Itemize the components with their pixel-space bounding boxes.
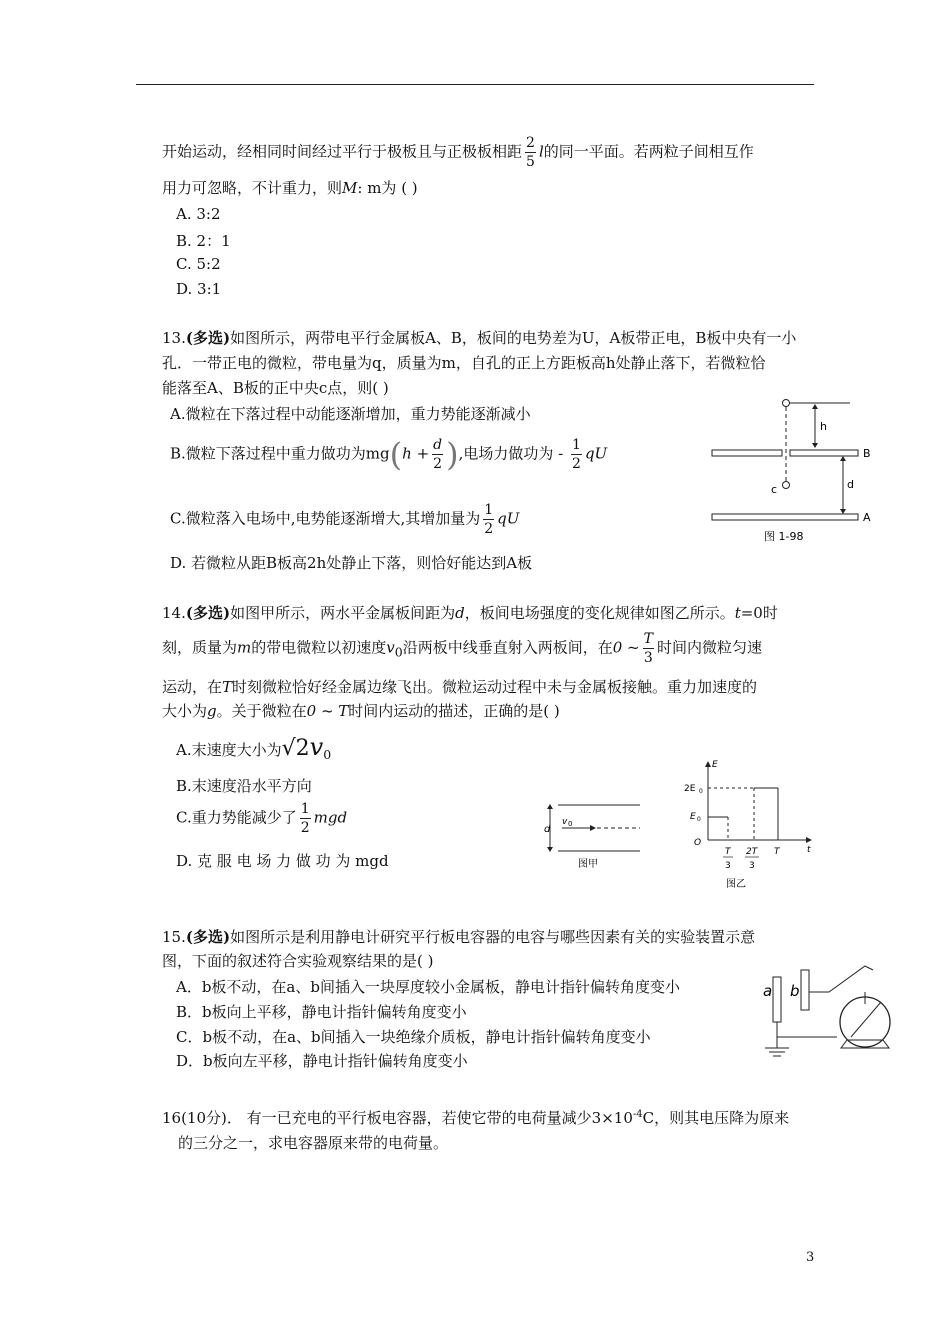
q12-option-a: A. 3:2 [176,205,221,223]
q12-option-d: D. 3:1 [176,280,222,298]
q14-figa-v0: v [562,817,568,827]
q14-figb-E: E [712,760,718,770]
q14-line1: 14.(多选)如图甲所示，两水平金属板间距为d，板间电场强度的变化规律如图乙所示。t=0时 [162,604,778,622]
q14-figb-2E0: 2E [684,784,696,794]
q16-line2: 的三分之一，求电容器原来带的电荷量。 [178,1134,449,1152]
q15-fig-b: b [790,982,800,1000]
q14-figb-2T3-bot: 3 [749,861,755,871]
q15-fig-a: a [763,982,773,1000]
q13-fig-A: A [863,511,871,524]
q14-figa-v0-sub: 0 [568,820,573,828]
q14-figure-b [680,755,820,895]
q14-figb-2E0-sub: 0 [699,788,703,795]
q12-option-c: C. 5:2 [176,255,221,273]
q15-option-b: B．b板向上平移，静电计指针偏转角度变小 [176,1003,467,1021]
q13-option-b: B.微粒下落过程中重力做功为mg(h + $\frac{d}{2}$ ),电场力做功为 - $\frac{1}{2}$ qU [170,435,608,474]
q14-figa-d: d [544,824,551,835]
q14-line4: 大小为g。关于微粒在0 ~ T时间内运动的描述，正确的是( ) [162,702,560,720]
q13-figure [700,395,890,545]
q13-line2: 孔．一带正电的微粒，带电量为q，质量为m，自孔的正上方距板高h处静止落下，若微粒恰 [162,354,766,372]
q16-line1: 16(10分)． 有一已充电的平行板电容器，若使它带的电荷量减少$3\times 10^{-4}C$，则其电压降为原来 [162,1109,790,1127]
page-number: 3 [806,1250,815,1265]
q14-option-a: A.末速度大小为$√2v_0$ [176,733,332,762]
q14-figb-2T3-top: 2T [746,847,758,857]
header-rule [136,84,814,85]
q13-fig-c: c [771,483,778,496]
q14-figa-caption: 图甲 [578,859,598,870]
q14-line3: 运动，在T时刻微粒恰好经金属边缘飞出。微粒运动过程中未与金属板接触。重力加速度的 [162,678,758,696]
q14-figb-E0-sub: 0 [697,816,701,823]
q13-line3: 能落至A、B板的正中央c点，则( ) [162,379,389,397]
q15-option-d: D．b板向左平移，静电计指针偏转角度变小 [176,1052,468,1070]
q14-figb-T3-top: T [725,847,731,857]
q13-option-d: D. 若微粒从距B板高2h处静止下落，则恰好能达到A板 [170,554,533,572]
q15-line1: 15.(多选)如图所示是利用静电计研究平行板电容器的电容与哪些因素有关的实验装置示意 [162,928,756,946]
q15-figure [755,962,895,1062]
q13-option-c: C.微粒落入电场中,电势能逐渐增大,其增加量为 $\frac{1}{2}$ qU [170,502,520,537]
q14-option-b: B.末速度沿水平方向 [176,777,312,795]
q14-figb-T: T [774,847,780,857]
q14-figb-t: t [807,845,811,855]
q15-line2: 图，下面的叙述符合实验观察结果的是( ) [162,952,434,970]
q13-fig-h: h [820,420,827,433]
q14-figb-O: O [694,838,702,848]
q14-line2: 刻，质量为m的带电微粒以初速度$v_0$沿两板中线垂直射入两板间，在0 ~ $\frac{T}{3}$ 时间内微粒匀速 [162,631,762,666]
q12-line1: 开始运动，经相同时间经过平行于极板且与正极板相距 $\frac{2}{5}$ l的同一平面。若两粒子间相互作 [162,135,754,170]
q12-line2: 用力可忽略，不计重力，则M: m为 ( ) [162,179,418,197]
q14-figb-E0: E [690,812,696,822]
q12-option-b: B. 2：1 [176,232,231,250]
q15-option-a: A．b板不动，在a、b间插入一块厚度较小金属板，静电计指针偏转角度变小 [176,978,680,996]
q14-option-d: D. 克 服 电 场 力 做 功 为 mgd [176,852,389,870]
q14-option-c: C.重力势能减少了 $\frac{1}{2}$ mgd [176,801,348,836]
q14-figb-caption: 图乙 [726,879,746,890]
q15-option-c: C．b板不动，在a、b间插入一块绝缘介质板，静电计指针偏转角度变小 [176,1028,651,1046]
q13-line1: 13.(多选)如图所示，两带电平行金属板A、B，板间的电势差为U，A板带正电，B板中央有一小 [162,329,797,347]
q14-figb-T3-bot: 3 [725,861,731,871]
q14-figure-a [540,795,650,875]
q13-fig-B: B [863,447,871,460]
q13-option-a: A.微粒在下落过程中动能逐渐增加，重力势能逐渐减小 [170,405,531,423]
q13-fig-d: d [847,478,854,491]
q13-fig-caption: 图 1-98 [764,530,804,543]
